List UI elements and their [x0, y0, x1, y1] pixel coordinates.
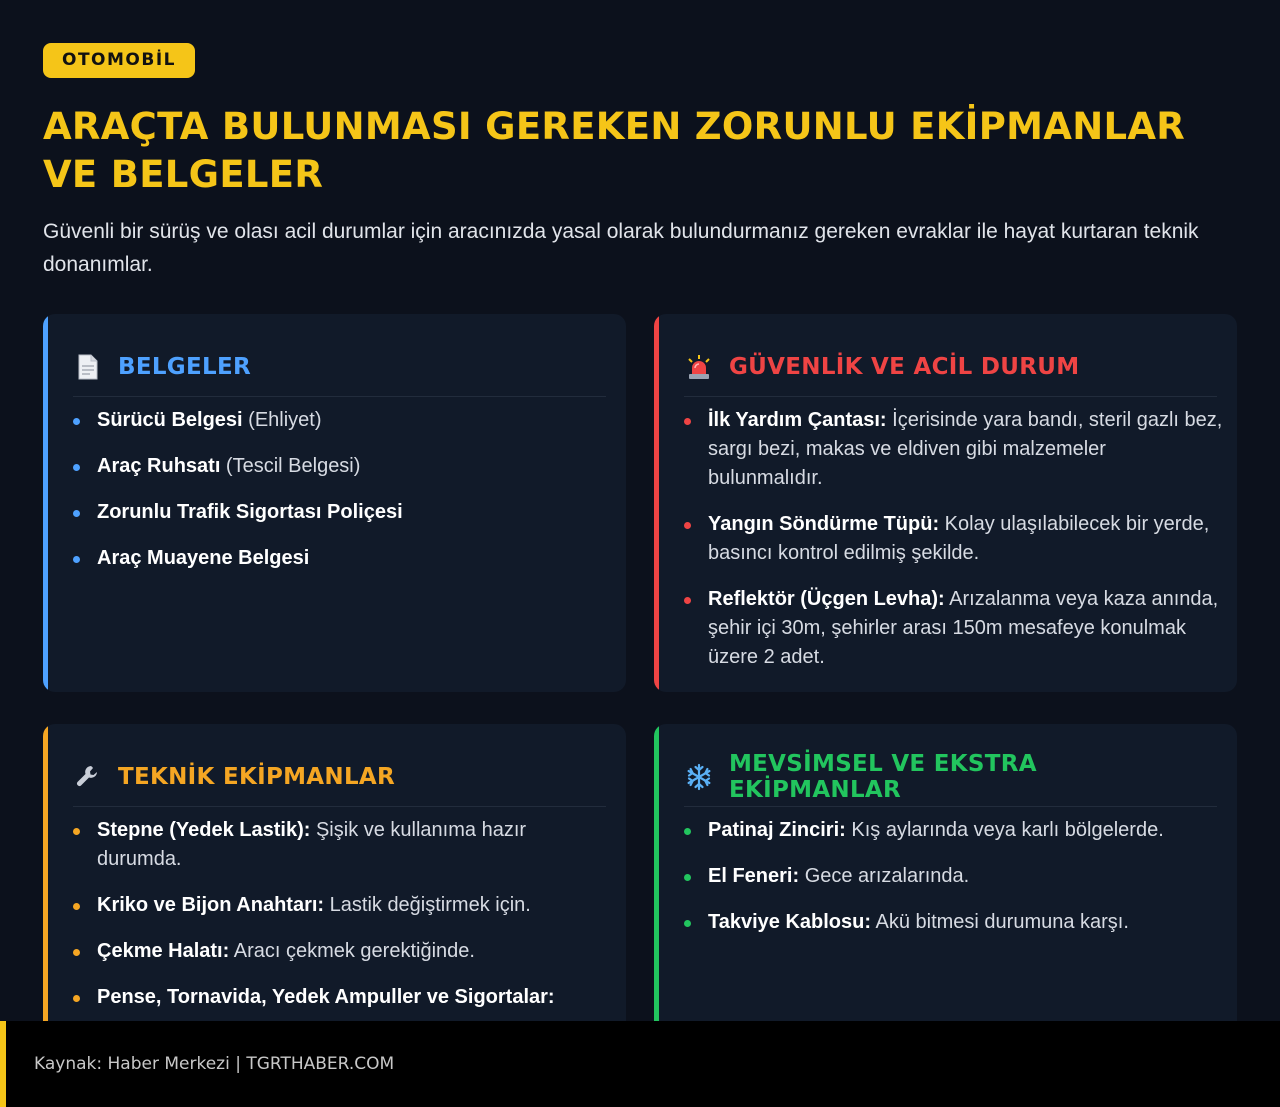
- item-text: Arızalanma veya kaza anında, şehir içi 30m, şehirler arası 150m mesafeye konulmak üzere 2 adet.: [708, 588, 1219, 668]
- item-text: Lastik değiştirmek için.: [324, 894, 531, 916]
- item-text: Kolay ulaşılabilecek bir yerde, basıncı kontrol edilmiş şekilde.: [708, 513, 1210, 564]
- wrench-icon: [73, 762, 103, 792]
- item-text: (Tescil Belgesi): [220, 455, 361, 477]
- source-footer: [0, 1021, 1280, 1107]
- item-text: Gece arızalarında.: [799, 865, 970, 887]
- list-item: [73, 544, 612, 573]
- item-label: Takviye Kablosu:: [708, 911, 872, 933]
- source-credit: Kaynak: Haber Merkezi | TGRTHABER.COM: [34, 1054, 395, 1074]
- list-item: [684, 510, 1223, 568]
- list-item: [73, 937, 612, 966]
- item-label: Patinaj Zinciri:: [708, 819, 846, 841]
- item-label: Stepne (Yedek Lastik):: [97, 819, 311, 841]
- list-item: [73, 983, 612, 1012]
- card-title: GÜVENLİK VE ACİL DURUM: [729, 354, 1080, 380]
- list-item: [73, 452, 612, 481]
- card-seasonal: [654, 724, 1237, 1044]
- item-label: Araç Ruhsatı: [97, 455, 221, 477]
- document-icon: [73, 352, 103, 382]
- siren-icon: [684, 352, 714, 382]
- page-subtitle: Güvenli bir sürüş ve olası acil durumlar için aracınızda yasal olarak bulundurmanız gereken evraklar ile hayat kurtaran teknik donanımlar.: [43, 220, 1199, 276]
- card-documents: [43, 314, 626, 692]
- card-header: [73, 748, 606, 807]
- item-text: Aracı çekmek gerektiğinde.: [229, 940, 475, 962]
- page-title: ARAÇTA BULUNMASI GEREKEN ZORUNLU EKİPMANLAR VE BELGELER: [43, 105, 1186, 196]
- list-item: [73, 816, 612, 874]
- snowflake-icon: [684, 762, 714, 792]
- item-label: El Feneri:: [708, 865, 800, 887]
- item-label: Çekme Halatı:: [97, 940, 230, 962]
- item-label: Araç Muayene Belgesi: [97, 547, 310, 569]
- list-item: [73, 891, 612, 920]
- list-item: [73, 498, 612, 527]
- card-title: BELGELER: [118, 354, 251, 380]
- card-safety: [654, 314, 1237, 692]
- item-text: Kış aylarında veya karlı bölgelerde.: [845, 819, 1164, 841]
- item-label: Sürücü Belgesi: [97, 409, 243, 431]
- item-label: Zorunlu Trafik Sigortası Poliçesi: [97, 501, 403, 523]
- item-label: Reflektör (Üçgen Levha):: [708, 588, 945, 610]
- list-item: [684, 816, 1223, 845]
- card-header: [684, 748, 1217, 807]
- category-badge: OTOMOBİL: [43, 43, 195, 78]
- item-label: İlk Yardım Çantası:: [708, 409, 887, 431]
- list-item: [684, 406, 1223, 493]
- list-item: [684, 585, 1223, 672]
- item-text: Şişik ve kullanıma hazır durumda.: [97, 819, 527, 870]
- card-title: MEVSİMSEL VE EKSTRA EKİPMANLAR: [728, 751, 1037, 803]
- item-text: Akü bitmesi durumuna karşı.: [871, 911, 1129, 933]
- list-item: [684, 862, 1223, 891]
- card-title: TEKNİK EKİPMANLAR: [118, 764, 396, 790]
- card-header: [684, 338, 1217, 397]
- list-item: [684, 908, 1223, 937]
- card-technical: [43, 724, 626, 1044]
- item-label: Yangın Söndürme Tüpü:: [708, 513, 940, 535]
- card-list: [73, 816, 612, 1029]
- card-list: [684, 406, 1223, 689]
- item-text: İçerisinde yara bandı, steril gazlı bez, sargı bezi, makas ve eldiven gibi malzemeler bulunmalıdır.: [708, 409, 1223, 489]
- card-header: [73, 338, 606, 397]
- item-label: Kriko ve Bijon Anahtarı:: [97, 894, 325, 916]
- list-item: [73, 406, 612, 435]
- card-list: [73, 406, 612, 590]
- item-text: (Ehliyet): [242, 409, 322, 431]
- item-label: Pense, Tornavida, Yedek Ampuller ve Sigortalar:: [97, 986, 555, 1008]
- card-list: [684, 816, 1223, 954]
